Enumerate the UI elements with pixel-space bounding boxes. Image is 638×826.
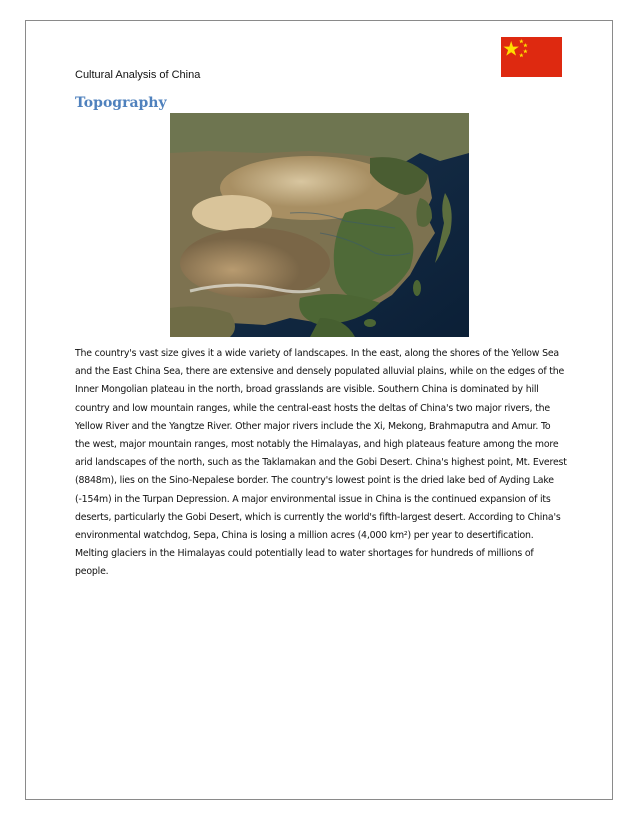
section-heading: Topography — [75, 95, 167, 111]
body-paragraph: The country's vast size gives it a wide variety of landscapes. In the east, along the shores of the Yellow Sea and the East China Sea, there are extensive and densely populated alluvial plains, while on the edges of the Inner Mongolian plateau in the north, broad grasslands are visible. Southern China is dominated by hill country and low mountain ranges, while the central-east hosts the deltas of China's two major rivers, the Yellow River and the Yangtze River. Other major rivers include the Xi, Mekong, Brahmaputra and Amur. To the west, major mountain ranges, most notably the Himalayas, and high plateaus feature among the more arid landscapes of the north, such as the Taklamakan and the Gobi Desert. China's highest point, Mt. Everest (8848m), lies on the Sino-Nepalese border. The country's lowest point is the dried lake bed of Ayding Lake (-154m) in the Turpan Depression. A major environmental issue in China is the continued expansion of its deserts, particularly the Gobi Desert, which is currently the world's fifth-largest desert. According to China's environmental watchdog, Sepa, China is losing a million acres (4,000 km²) per year to desertification. Melting glaciers in the Himalayas could potentially lead to water shortages for hundreds of millions of people. — [75, 348, 567, 578]
running-header: Cultural Analysis of China — [75, 69, 201, 81]
china-satellite-map-image — [170, 113, 469, 337]
china-flag-icon — [501, 37, 562, 77]
